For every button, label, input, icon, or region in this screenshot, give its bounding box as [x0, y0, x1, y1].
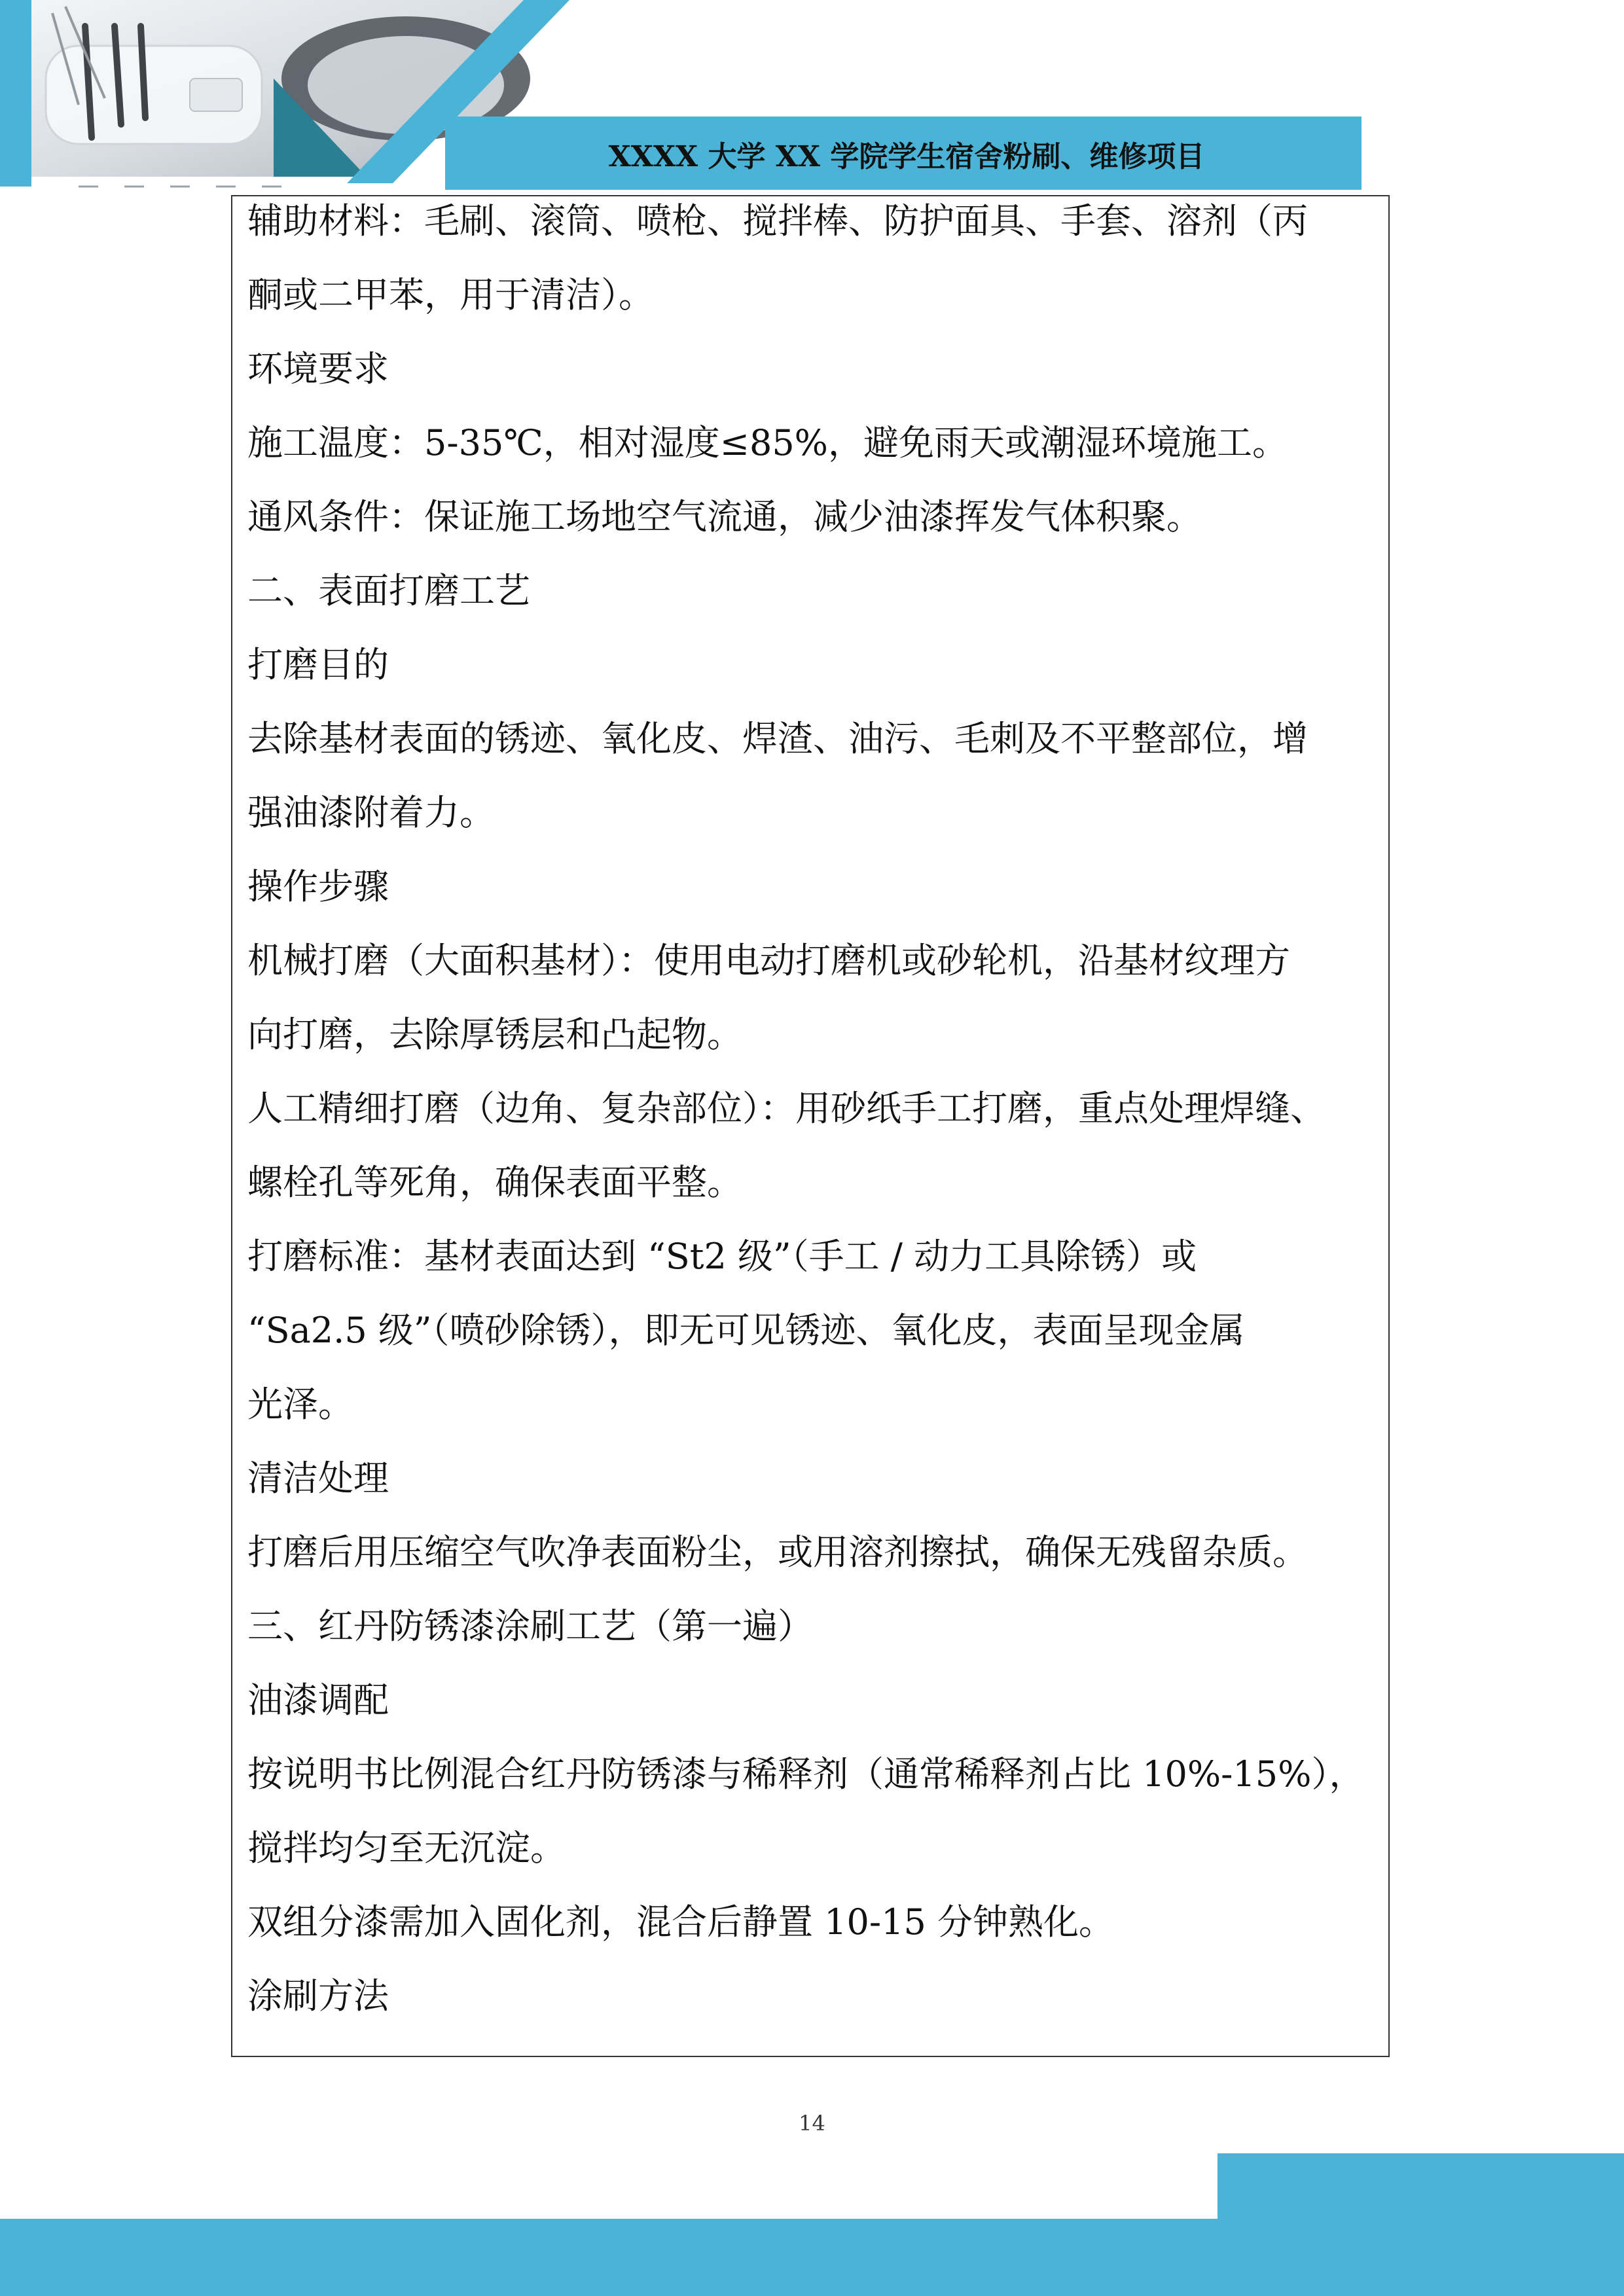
text-line: 酮或二甲苯，用于清洁）。: [247, 274, 654, 315]
footer-band: [0, 2219, 1624, 2296]
text-line: 双组分漆需加入固化剂，混合后静置 10-15 分钟熟化。: [247, 1901, 1114, 1943]
text-line: 向打磨，去除厚锈层和凸起物。: [247, 1014, 742, 1055]
footer-accent-block: [1218, 2153, 1624, 2219]
page-number: 14: [799, 2111, 825, 2136]
header-title: XXXX 大学 XX 学院学生宿舍粉刷、维修项目: [608, 140, 1205, 173]
text-line: 搅拌均匀至无沉淀。: [247, 1827, 566, 1869]
text-line: 打磨后用压缩空气吹净表面粉尘，或用溶剂擦拭，确保无残留杂质。: [247, 1532, 1308, 1573]
text-line: 施工温度：5-35℃，相对湿度≤85%，避免雨天或潮湿环境施工。: [247, 422, 1288, 463]
text-line: 螺栓孔等死角，确保表面平整。: [247, 1162, 742, 1203]
text-line: 机械打磨（大面积基材）：使用电动打磨机或砂轮机，沿基材纹理方: [247, 940, 1290, 981]
header-accent-strip: [0, 0, 31, 187]
text-line: “Sa2.5 级”（喷砂除锈），即无可见锈迹、氧化皮，表面呈现金属: [247, 1310, 1245, 1351]
section-heading: 环境要求: [247, 348, 389, 389]
section-heading: 打磨目的: [247, 644, 389, 685]
content-box: [231, 195, 1390, 2057]
section-heading: 操作步骤: [247, 866, 389, 907]
text-line: 强油漆附着力。: [247, 792, 495, 833]
text-line: 去除基材表面的锈迹、氧化皮、焊渣、油污、毛刺及不平整部位，增: [247, 718, 1308, 759]
section-heading: 清洁处理: [247, 1458, 389, 1499]
text-line: 光泽。: [247, 1384, 353, 1425]
text-line: 通风条件：保证施工场地空气流通，减少油漆挥发气体积聚。: [247, 496, 1202, 537]
text-line: 打磨标准：基材表面达到 “St2 级”（手工 / 动力工具除锈）或: [247, 1236, 1197, 1277]
section-heading: 三、红丹防锈漆涂刷工艺（第一遍）: [247, 1605, 813, 1647]
section-heading: 油漆调配: [247, 1679, 389, 1721]
text-line: 辅助材料：毛刷、滚筒、喷枪、搅拌棒、防护面具、手套、溶剂（丙: [247, 200, 1308, 242]
text-line: 按说明书比例混合红丹防锈漆与稀释剂（通常稀释剂占比 10%-15%），: [247, 1753, 1365, 1795]
section-heading: 涂刷方法: [247, 1975, 389, 2017]
text-line: 人工精细打磨（边角、复杂部位）：用砂纸手工打磨，重点处理焊缝、: [247, 1088, 1326, 1129]
section-heading: 二、表面打磨工艺: [247, 570, 530, 611]
